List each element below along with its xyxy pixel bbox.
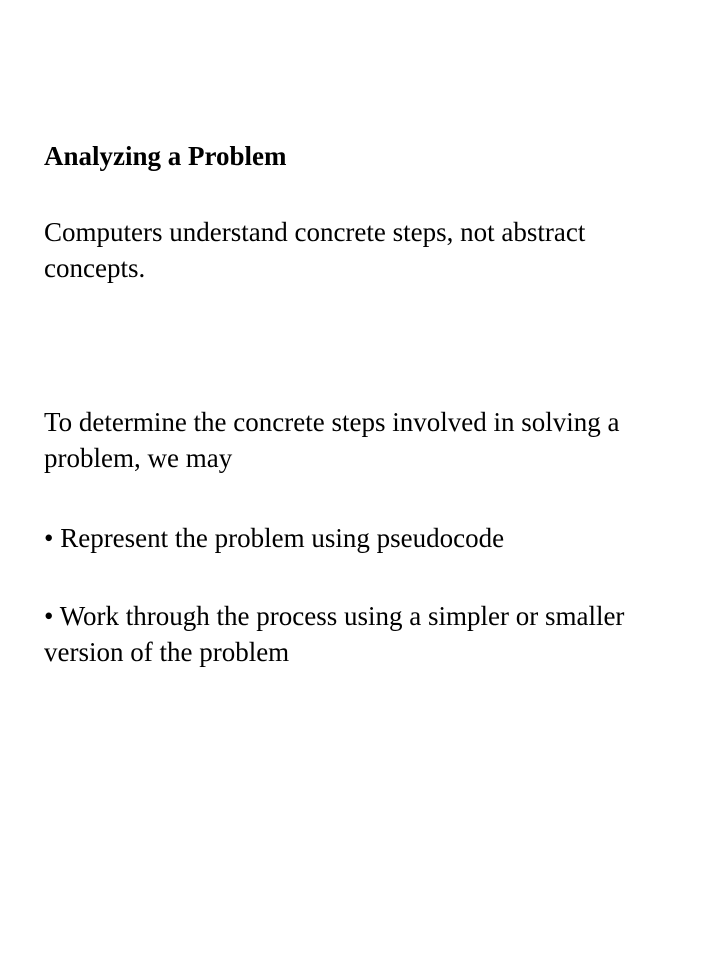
bullet-item-simpler-version: • Work through the process using a simpler or smaller version of the problem <box>44 601 625 667</box>
bullet-item-pseudocode: • Represent the problem using pseudocode <box>44 523 505 553</box>
page-title: Analyzing a Problem <box>44 141 287 171</box>
document-page <box>44 0 684 960</box>
intro-paragraph: Computers understand concrete steps, not abstract concepts. <box>44 217 586 283</box>
steps-paragraph: To determine the concrete steps involved in solving a problem, we may <box>44 407 620 473</box>
